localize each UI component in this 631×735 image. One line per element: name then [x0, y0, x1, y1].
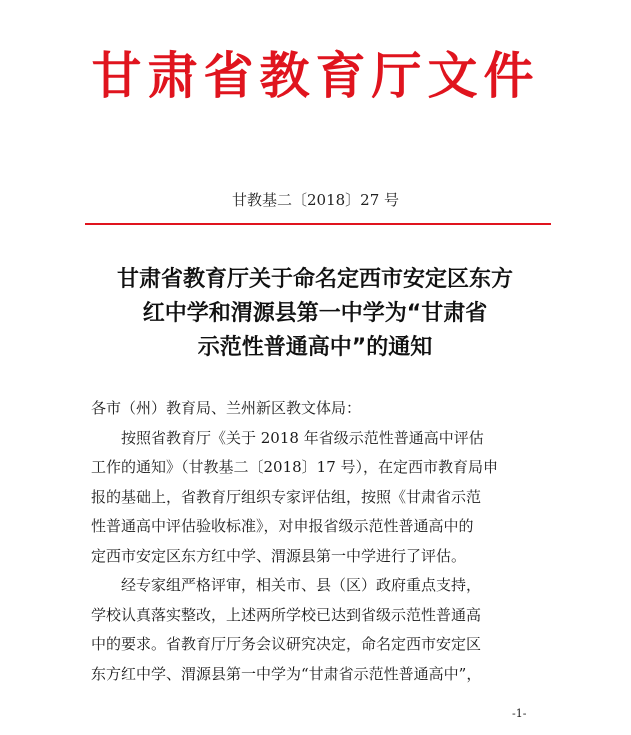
red-divider-line	[85, 223, 551, 225]
notice-title-line: 红中学和渭源县第一中学为“甘肃省	[142, 301, 488, 326]
paragraph-line: 定西市安定区东方红中学、渭源县第一中学进行了评估。	[91, 546, 467, 565]
document-number: 甘教基二〔2018〕27 号	[231, 191, 400, 209]
paragraph-1	[91, 424, 546, 572]
paragraph-line: 中的要求。省教育厅厅务会议研究决定，命名定西市安定区	[91, 635, 482, 653]
page-number: -1-	[512, 707, 527, 720]
paragraph-line: 东方红中学、渭源县第一中学为“甘肃省示范性普通高中”，	[91, 664, 482, 683]
notice-title	[80, 263, 550, 365]
salutation: 各市（州）教育局、兰州新区教文体局：	[91, 399, 362, 417]
paragraph-line: 工作的通知》（甘教基二〔2018〕17 号），在定西市教育局申	[91, 458, 499, 476]
notice-title-line: 甘肃省教育厅关于命名定西市安定区东方	[116, 267, 513, 292]
paragraph-line: 经专家组严格评审，相关市、县（区）政府重点支持，	[121, 576, 482, 594]
document-header-title: 甘肃省教育厅文件	[91, 46, 540, 105]
paragraph-line: 性普通高中评估验收标准》，对申报省级示范性普通高中的	[91, 517, 474, 535]
document-body	[91, 394, 546, 689]
paragraph-line: 报的基础上，省教育厅组织专家评估组，按照《甘肃省示范	[91, 487, 482, 506]
paragraph-line: 按照省教育厅《关于 2018 年省级示范性普通高中评估	[121, 428, 484, 447]
paragraph-2	[91, 571, 546, 689]
notice-title-line: 示范性普通高中”的通知	[197, 335, 433, 360]
paragraph-line: 学校认真落实整改，上述两所学校已达到省级示范性普通高	[91, 605, 482, 624]
